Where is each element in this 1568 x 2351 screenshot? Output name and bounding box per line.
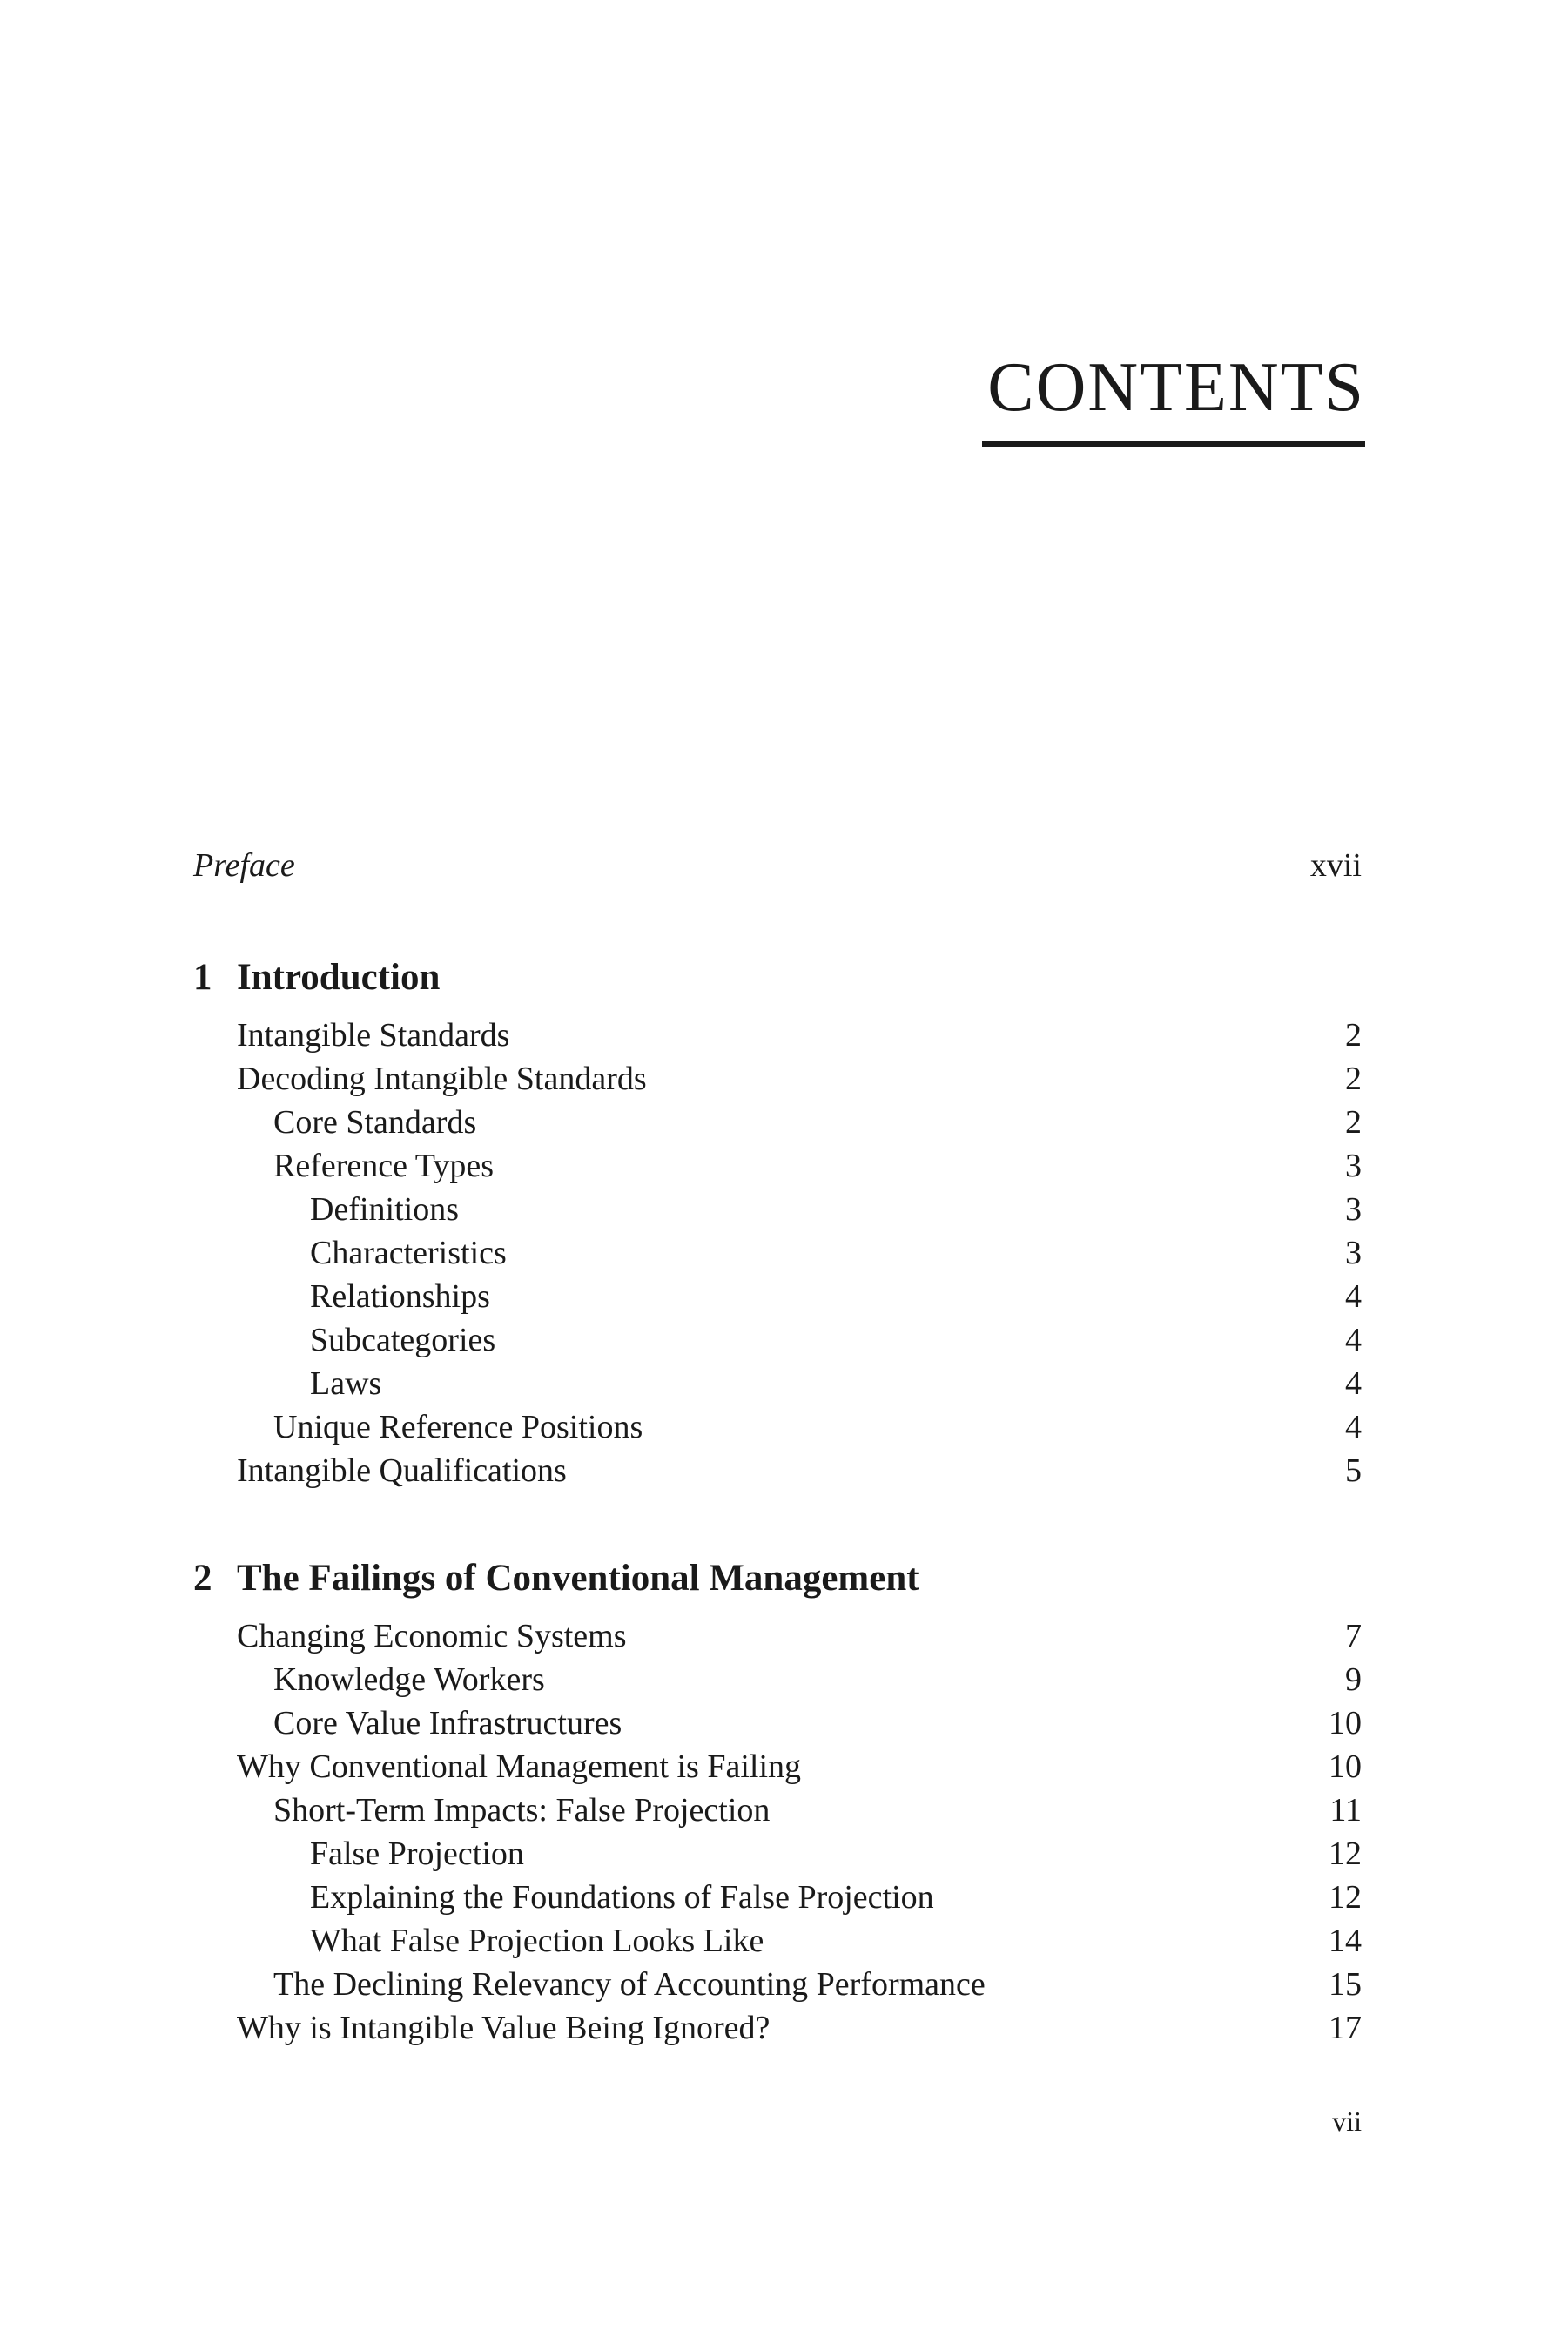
toc-entry[interactable] [193,1231,1362,1275]
chapter-1-entries [193,1014,1362,1492]
chapter-1-heading[interactable] [193,954,1362,1001]
page-title: CONTENTS [987,349,1365,426]
toc-entry[interactable] [193,1745,1362,1789]
entry-page-number: 15 [1329,1966,1362,2003]
entry-title: The Declining Relevancy of Accounting Performance [273,1966,986,2003]
chapter-number: 2 [193,1558,212,1599]
entry-title: Unique Reference Positions [273,1409,643,1445]
chapter-number: 1 [193,957,212,998]
toc-entry[interactable] [193,1318,1362,1362]
entry-title: Subcategories [310,1322,496,1358]
entry-page-number: 3 [1345,1235,1362,1271]
entry-title: Explaining the Foundations of False Projection [310,1879,934,1916]
entry-title: Changing Economic Systems [237,1618,627,1654]
entry-title: Core Standards [273,1104,477,1141]
toc-entry[interactable] [193,1963,1362,2006]
toc-entry[interactable] [193,1144,1362,1188]
toc-entry[interactable] [193,1188,1362,1231]
entry-page-number: 14 [1329,1923,1362,1959]
entry-page-number: 10 [1329,1748,1362,1785]
toc-entry[interactable] [193,1405,1362,1449]
entry-title: Intangible Qualifications [237,1452,567,1489]
entry-page-number: 3 [1345,1148,1362,1184]
toc-entry[interactable] [193,1449,1362,1492]
entry-page-number: 9 [1345,1661,1362,1698]
entry-title: Reference Types [273,1148,495,1184]
entry-page-number: 11 [1329,1792,1362,1829]
preface-label: Preface [193,847,295,884]
entry-page-number: 12 [1329,1836,1362,1872]
entry-title: Core Value Infrastructures [273,1705,622,1741]
entry-page-number: 4 [1345,1365,1362,1402]
entry-title: Knowledge Workers [273,1661,545,1698]
toc-entry[interactable] [193,1014,1362,1057]
chapter-2-entries [193,1614,1362,2050]
toc-entry[interactable] [193,1362,1362,1405]
entry-page-number: 3 [1345,1191,1362,1228]
chapter-2 [193,1555,1362,2050]
entry-page-number: 4 [1345,1409,1362,1445]
toc-entry[interactable] [193,1658,1362,1701]
toc-entry[interactable] [193,2006,1362,2050]
entry-title: Intangible Standards [237,1017,510,1054]
toc-entry[interactable] [193,1614,1362,1658]
toc-entry[interactable] [193,1275,1362,1318]
title-underline [982,441,1365,447]
entry-title: Short-Term Impacts: False Projection [273,1792,771,1829]
entry-page-number: 2 [1345,1061,1362,1097]
page-folio: vii [1332,2105,1362,2137]
entry-page-number: 5 [1345,1452,1362,1489]
toc-entry[interactable] [193,1919,1362,1963]
entry-page-number: 2 [1345,1017,1362,1054]
entry-page-number: 4 [1345,1278,1362,1315]
entry-title: Laws [310,1365,382,1402]
chapter-title: Introduction [237,957,441,998]
entry-page-number: 7 [1345,1618,1362,1654]
entry-page-number: 10 [1329,1705,1362,1741]
entry-title: Why Conventional Management is Failing [237,1748,802,1785]
chapter-2-heading[interactable] [193,1555,1362,1602]
entry-title: What False Projection Looks Like [310,1923,764,1959]
entry-page-number: 17 [1329,2010,1362,2046]
entry-title: False Projection [310,1836,524,1872]
contents-heading-block [982,349,1365,447]
toc-entry[interactable] [193,1876,1362,1919]
entry-title: Definitions [310,1191,459,1228]
toc-entry[interactable] [193,1789,1362,1832]
entry-page-number: 2 [1345,1104,1362,1141]
toc-entry[interactable] [193,1701,1362,1745]
entry-title: Why is Intangible Value Being Ignored? [237,2010,771,2046]
entry-title: Characteristics [310,1235,507,1271]
toc-entry-preface[interactable] [193,845,1362,886]
chapter-title: The Failings of Conventional Management [237,1558,919,1599]
preface-page-number: xvii [1309,847,1362,884]
entry-title: Decoding Intangible Standards [237,1061,647,1097]
toc-entry[interactable] [193,1832,1362,1876]
toc-entry[interactable] [193,1057,1362,1101]
entry-title: Relationships [310,1278,490,1315]
chapter-1 [193,954,1362,1492]
entry-page-number: 4 [1345,1322,1362,1358]
entry-page-number: 12 [1329,1879,1362,1916]
toc-entry[interactable] [193,1101,1362,1144]
